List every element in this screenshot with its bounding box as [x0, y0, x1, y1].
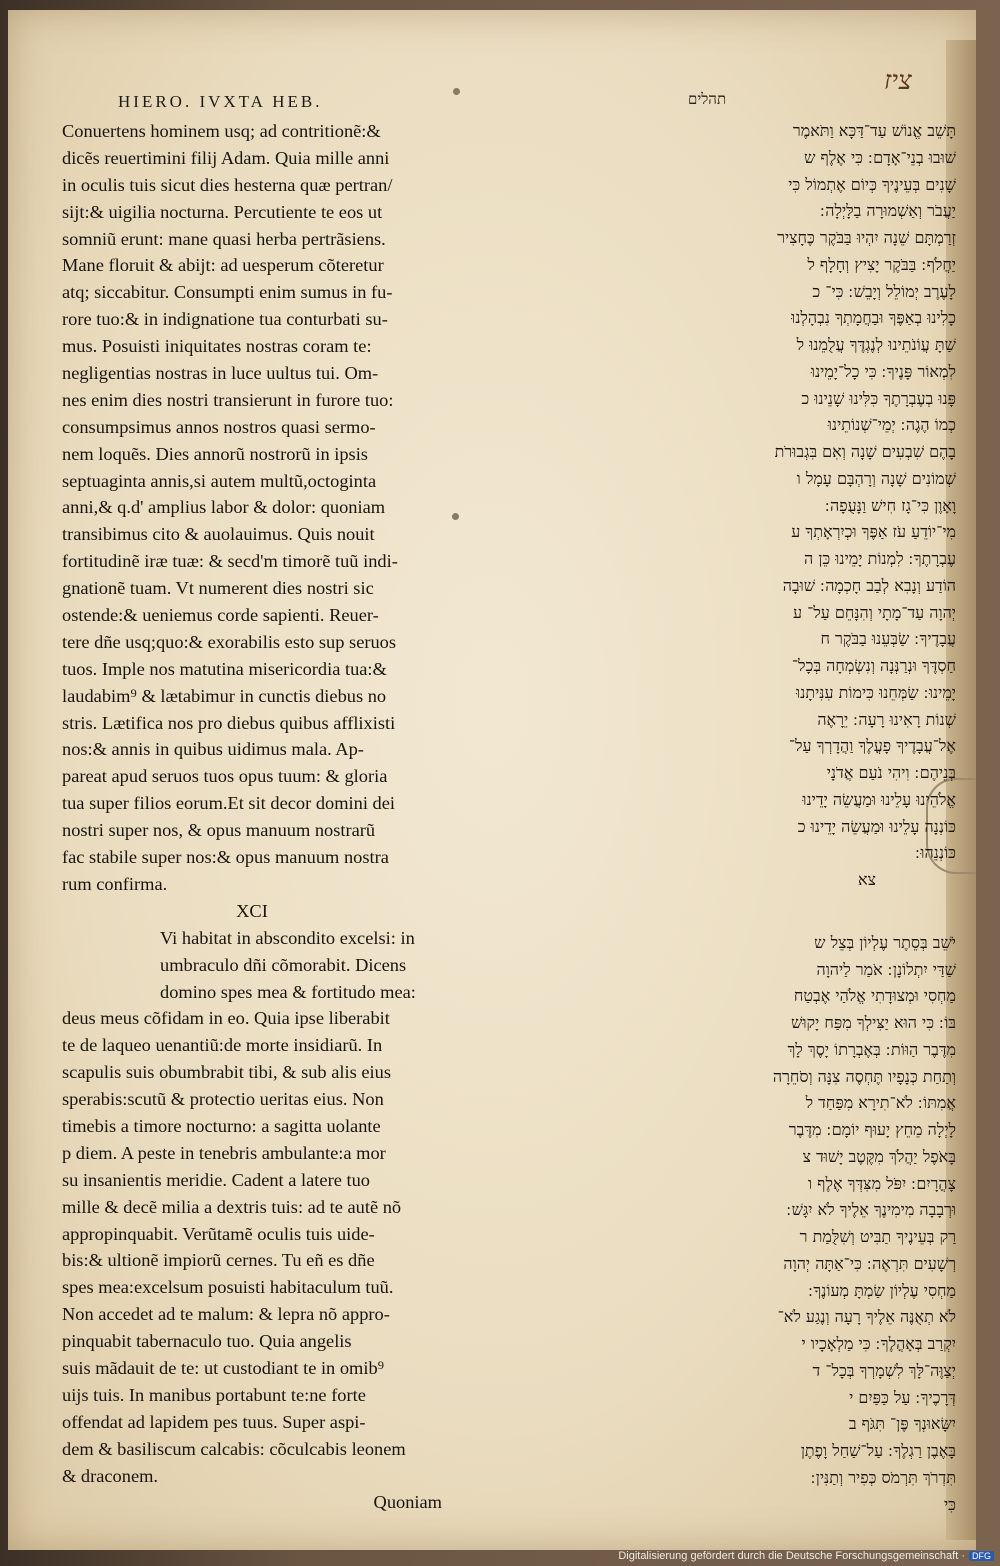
latin-line: consumpsimus annos nostros quasi sermo- [62, 416, 376, 437]
latin-line: Mane floruit & abijt: ad uesperum cõteretur [62, 255, 384, 276]
hebrew-line: לִמְאוֹר פָּנֶיךָ ׃ כִּי כָל־יָמֵינוּ [810, 361, 956, 381]
hebrew-line: כָלִינוּ בְאַפֶּךָ וּבַחֲמָתְךָ נִבְהָלְנוּ [791, 308, 956, 328]
hebrew-line: לֹא תְאֻנֶּה אֵלֶיךָ רָעָה וְנֶגַע לֹא־ [777, 1307, 956, 1327]
hebrew-line: עֲבָדֶיךָ ׃ שַׂבְּעֵנוּ בַבֹּקֶר ח [820, 629, 956, 649]
hebrew-line: שַׁדַּי יִתְלוֹנָן ׃ אֹמַר לַיהוָה [816, 959, 956, 979]
latin-line: septuaginta annis,si autem multũ,octoginta [62, 470, 377, 491]
hebrew-line: זְרַמְתָּם שֵׁנָה יִהְיוּ בַּבֹּקֶר כֶּחָצִיר [777, 228, 956, 247]
latin-line: transibimus cito & auolauimus. Quis nouit [62, 524, 375, 545]
latin-line: mus. Posuisti iniquitates nostras coram te: [62, 336, 372, 357]
hebrew-line: שׁוּבוּ בְנֵי־אָדָם ׃ כִּי אֶלֶף ש [804, 147, 956, 167]
latin-line: somniũ erunt: mane quasi herba pertrãsiens. [62, 228, 386, 249]
hebrew-line: כְמוֹ הֶגֶה ׃ יְמֵי־שְׁנוֹתֵינוּ [827, 415, 956, 435]
hebrew-line: כִּי [943, 1494, 956, 1514]
hebrew-line: פָּנוּ בְעֶבְרָתֶךָ כִּלִּינוּ שָׁנֵינוּ כ [801, 388, 956, 408]
latin-line: & draconem. [62, 1465, 159, 1486]
hebrew-line: לָיְלָה מֵחֵץ יָעוּף יוֹמָם ׃ מִדֶּבֶר [788, 1120, 956, 1139]
latin-line: su insanientis meridie. Cadent a latere tuo [62, 1169, 370, 1190]
running-head-hebrew: תהלים [688, 90, 727, 108]
hebrew-line: יִקְרַב בְּאָהֳלֶךָ ׃ כִּי מַלְאָכָיו י [801, 1334, 956, 1353]
hebrew-line: צָהֳרָיִם ׃ יִפֹּל מִצִּדְּךָ אֶלֶף ו [807, 1173, 956, 1193]
hebrew-line: תָּשֵׁב אֱנוֹשׁ עַד־דַּכָּא וַתֹּאמֶר [792, 121, 956, 140]
credit-text: Digitalisierung gefördert durch die Deutsche Forschungsgemeinschaft · [618, 1550, 965, 1562]
hebrew-line: שָׁנִים בְּעֵינֶיךָ כְּיוֹם אֶתְמוֹל כִּי [788, 174, 956, 194]
hebrew-line: וּרְבָבָה מִימִינֶךָ אֵלֶיךָ לֹא יִגָּשׁ ׃ [786, 1200, 956, 1220]
hebrew-line: כּוֹנְנֵהוּ ׃ [915, 843, 956, 863]
latin-line: deus meus cõfidam in eo. Quia ipse liberabit [62, 1008, 390, 1029]
latin-line: gnationẽ tuam. Vt numerent dies nostri sic [62, 578, 374, 599]
latin-line: domino spes mea & fortitudo mea: [160, 981, 416, 1002]
latin-line: Vi habitat in abscondito excelsi: in [160, 927, 415, 948]
latin-line: Non accedet ad te malum: & lepra nõ appro- [62, 1304, 390, 1325]
hebrew-line: וְתַחַת כְּנָפָיו תֶּחְסֶה צִנָּה וְסֹחֵרָה [772, 1066, 956, 1086]
hebrew-line: רַק בְּעֵינֶיךָ תַבִּיט וְשִׁלֻּמַת ר [799, 1227, 956, 1246]
latin-line: timebis a timore nocturno: a sagitta uolante [62, 1115, 381, 1136]
latin-line: sperabis:scutũ & protectio ueritas eius. Non [62, 1089, 384, 1110]
hebrew-text-column [572, 118, 956, 1518]
hebrew-line: שַׁתָּ עֲוֹנֹתֵינוּ לְנֶגְדֶּךָ עֲלֻמֵנוּ ל [796, 335, 956, 354]
hebrew-line: שְׁנוֹת רָאִינוּ רָעָה ׃ יֵרָאֶה [817, 709, 956, 729]
latin-line: offendat ad lapidem pes tuus. Super aspi- [62, 1411, 366, 1432]
latin-line: anni,& q.d' amplius labor & dolor: quoniam [62, 497, 386, 518]
latin-line: suis mãdauit de te: ut custodiant te in omib⁹ [62, 1357, 385, 1378]
latin-line: mille & decẽ milia a dextris tuis: ad te autẽ nõ [62, 1196, 402, 1217]
hebrew-line: בּוֹ ׃ כִּי הוּא יַצִּילְךָ מִפַּח יָקוּשׁ [791, 1013, 956, 1032]
hebrew-line: מַחְסִי עֶלְיוֹן שַׂמְתָּ מְעוֹנֶךָ ׃ [808, 1280, 956, 1300]
hebrew-line: בָהֶם שִׁבְעִים שָׁנָה וְאִם בִּגְבוּרֹת [774, 442, 956, 461]
hebrew-line: חַסְדֶּךָ וּנְרַנְּנָה וְנִשְׂמְחָה בְּכָל־ [791, 656, 956, 675]
latin-line: dicẽs reuertimini filij Adam. Quia mille anni [62, 147, 390, 168]
hebrew-line: יְצַוֶּה־לָּךְ לִשְׁמָרְךָ בְּכָל־ ד [812, 1360, 956, 1380]
latin-line: p diem. A peste in tenebris ambulante:a mor [62, 1142, 386, 1163]
latin-line: spes mea:excelsum posuisti habitaculum tuũ. [62, 1277, 394, 1298]
hebrew-line: דְּרָכֶיךָ ׃ עַל כַּפַּיִם י [849, 1387, 956, 1407]
latin-line: in oculis tuis sicut dies hesterna quæ pertran/ [62, 174, 393, 195]
hebrew-line: יְהוָה עַד־מָתָי וְהִנָּחֵם עַל־ ע [792, 602, 956, 622]
ink-dot [452, 513, 459, 520]
hebrew-line: עֶבְרָתֶךָ ׃ לִמְנוֹת יָמֵינוּ כֵּן ה [804, 549, 956, 568]
latin-line: stris. Lætifica nos pro diebus quibus afflixisti [62, 712, 396, 733]
hebrew-line: מַחְסִי וּמְצוּדָתִי אֱלֹהַי אֶבְטַח [793, 986, 956, 1006]
latin-line: te de laqueo uenantiũ:de morte insidiarũ. In [62, 1035, 383, 1056]
hebrew-line: לָעֶרֶב יְמוֹלֵל וְיָבֵשׁ ׃ כִּי־ כ [812, 281, 956, 301]
latin-line: fac stabile super nos:& opus manuum nostra [62, 847, 389, 868]
hebrew-line: בָּאֶבֶן רַגְלֶךָ ׃ עַל־שַׁחַל וָפֶתֶן [800, 1441, 956, 1460]
hebrew-line: אֱלֹהֵינוּ עָלֵינוּ וּמַעֲשֵׂה יָדֵינוּ [802, 789, 956, 809]
latin-line: tuos. Imple nos matutina misericordia tua:& [62, 658, 387, 679]
latin-line: atq; siccabitur. Consumpti enim sumus in fu- [62, 282, 393, 303]
latin-line: pinquabit tabernaculo tuo. Quia angelis [62, 1331, 352, 1352]
latin-line: umbraculo dñi cõmorabit. Dicens [160, 954, 407, 975]
latin-line: uijs tuis. In manibus portabunt te:ne forte [62, 1384, 366, 1405]
latin-line: fortitudinẽ iræ tuæ: & secd'm timorẽ tuũ indi- [62, 551, 398, 572]
latin-line: bis:& ultionẽ impiorũ cernes. Tu eñ es dñe [62, 1250, 375, 1271]
hebrew-line: בָּאֹפֶל יַהֲלֹךְ מִקֶּטֶב יָשׁוּד צ [802, 1146, 956, 1166]
latin-line: ostende:& ueniemus corde sapienti. Reuer- [62, 605, 379, 626]
latin-line: nos:& annis in quibus uidimus mala. Ap- [62, 739, 364, 760]
digitization-credit [618, 1550, 994, 1562]
hebrew-line: אֲמִתּוֹ ׃ לֹא־תִירָא מִפַּחַד ל [805, 1093, 956, 1113]
latin-line: scapulis suis obumbrabit tibi, & sub alis eius [62, 1062, 391, 1083]
hebrew-line: אֶל־עֲבָדֶיךָ פָעֳלֶךָ וַהֲדָרְךָ עַל־ [788, 736, 956, 756]
ink-dot [453, 88, 460, 95]
latin-line: nostri super nos, & opus manuum nostrarũ [62, 820, 376, 841]
hebrew-line: בְּנֵיהֶם ׃ וִיהִי נֹעַם אֲדֹנָי [826, 763, 956, 782]
hebrew-line [572, 894, 956, 930]
latin-line: pareat apud seruos tuos opus tuum: & gloria [62, 766, 388, 787]
latin-line: laudabim⁹ & lætabimur in cunctis diebus no [62, 685, 387, 706]
folio-number: ציז [884, 66, 912, 95]
latin-line: Conuertens hominem usq; ad contritionẽ:& [62, 121, 381, 141]
hebrew-line: יַחֲלֹף ׃ בַּבֹּקֶר יָצִיץ וְחָלָף ל [807, 254, 956, 274]
hebrew-line: כּוֹנְנָה עָלֵינוּ וּמַעֲשֵׂה יָדֵינוּ כ [797, 816, 956, 836]
hebrew-line: יַעֲבֹר וְאַשְׁמוּרָה בַלָּיְלָה ׃ [820, 201, 956, 221]
hebrew-line: צא [858, 870, 876, 889]
hebrew-line: הוֹדַע וְנָבִא לְבַב חָכְמָה ׃ שׁוּבָה [782, 575, 956, 595]
latin-line: tua super filios eorum.Et sit decor domini dei [62, 793, 396, 814]
hebrew-line: שְׁמוֹנִים שָׁנָה וְרָהְבָּם עָמָל ו [796, 468, 956, 488]
latin-line: sijt:& uigilia nocturna. Percutiente te eos ut [62, 201, 383, 222]
latin-line: rum confirma. [62, 873, 168, 894]
latin-line: appropinquabit. Verũtamẽ oculis tuis uide- [62, 1223, 375, 1244]
hebrew-line: מִי־יוֹדֵעַ עֹז אַפֶּךָ וּכְיִרְאָתְךָ ע [791, 522, 956, 542]
hebrew-line: יֹשֵׁב בְּסֵתֶר עֶלְיוֹן בְּצֵל ש [814, 932, 956, 952]
latin-text-column [62, 118, 442, 1516]
hebrew-line: רְשָׁעִים תִּרְאֶה ׃ כִּי־אַתָּה יְהוָה [783, 1253, 956, 1273]
running-head-latin: HIERO. IVXTA HEB. [118, 92, 323, 111]
latin-line: dem & basiliscum calcabis: cõculcabis leonem [62, 1438, 406, 1459]
latin-line: Quoniam [373, 1492, 442, 1513]
latin-line: nes enim dies nostri transierunt in furore tuo: [62, 389, 394, 410]
hebrew-line: יָמֵינוּ ׃ שַׂמְּחֵנוּ כִּימוֹת עִנִּיתָנוּ [796, 682, 956, 702]
latin-line: rore tuo:& in indignatione tua conturbati su- [62, 309, 388, 330]
latin-line: nem loquẽs. Dies annorũ nostrorũ in ipsis [62, 443, 368, 464]
latin-line: XCI [236, 900, 268, 921]
hebrew-line: וָאָוֶן כִּי־גָז חִישׁ וַנָּעֻפָה ׃ [824, 495, 956, 515]
hebrew-line: תִּדְרֹךְ תִּרְמֹס כְּפִיר וְתַנִּין ׃ [810, 1467, 956, 1487]
hebrew-line: מִדֶּבֶר הַוּוֹת ׃ בְּאֶבְרָתוֹ יָסֶךְ לָךְ [787, 1039, 956, 1059]
hebrew-line: יִשָּׂאוּנְךָ פֶּן־ תִּגֹּף ב [848, 1414, 956, 1434]
dfg-logo-icon: DFG [969, 1551, 994, 1561]
latin-line: negligentias nostras in luce uultus tui. Om- [62, 363, 379, 384]
latin-line: tere dñe usq;quo:& exorabilis esto sup seruos [62, 631, 397, 652]
